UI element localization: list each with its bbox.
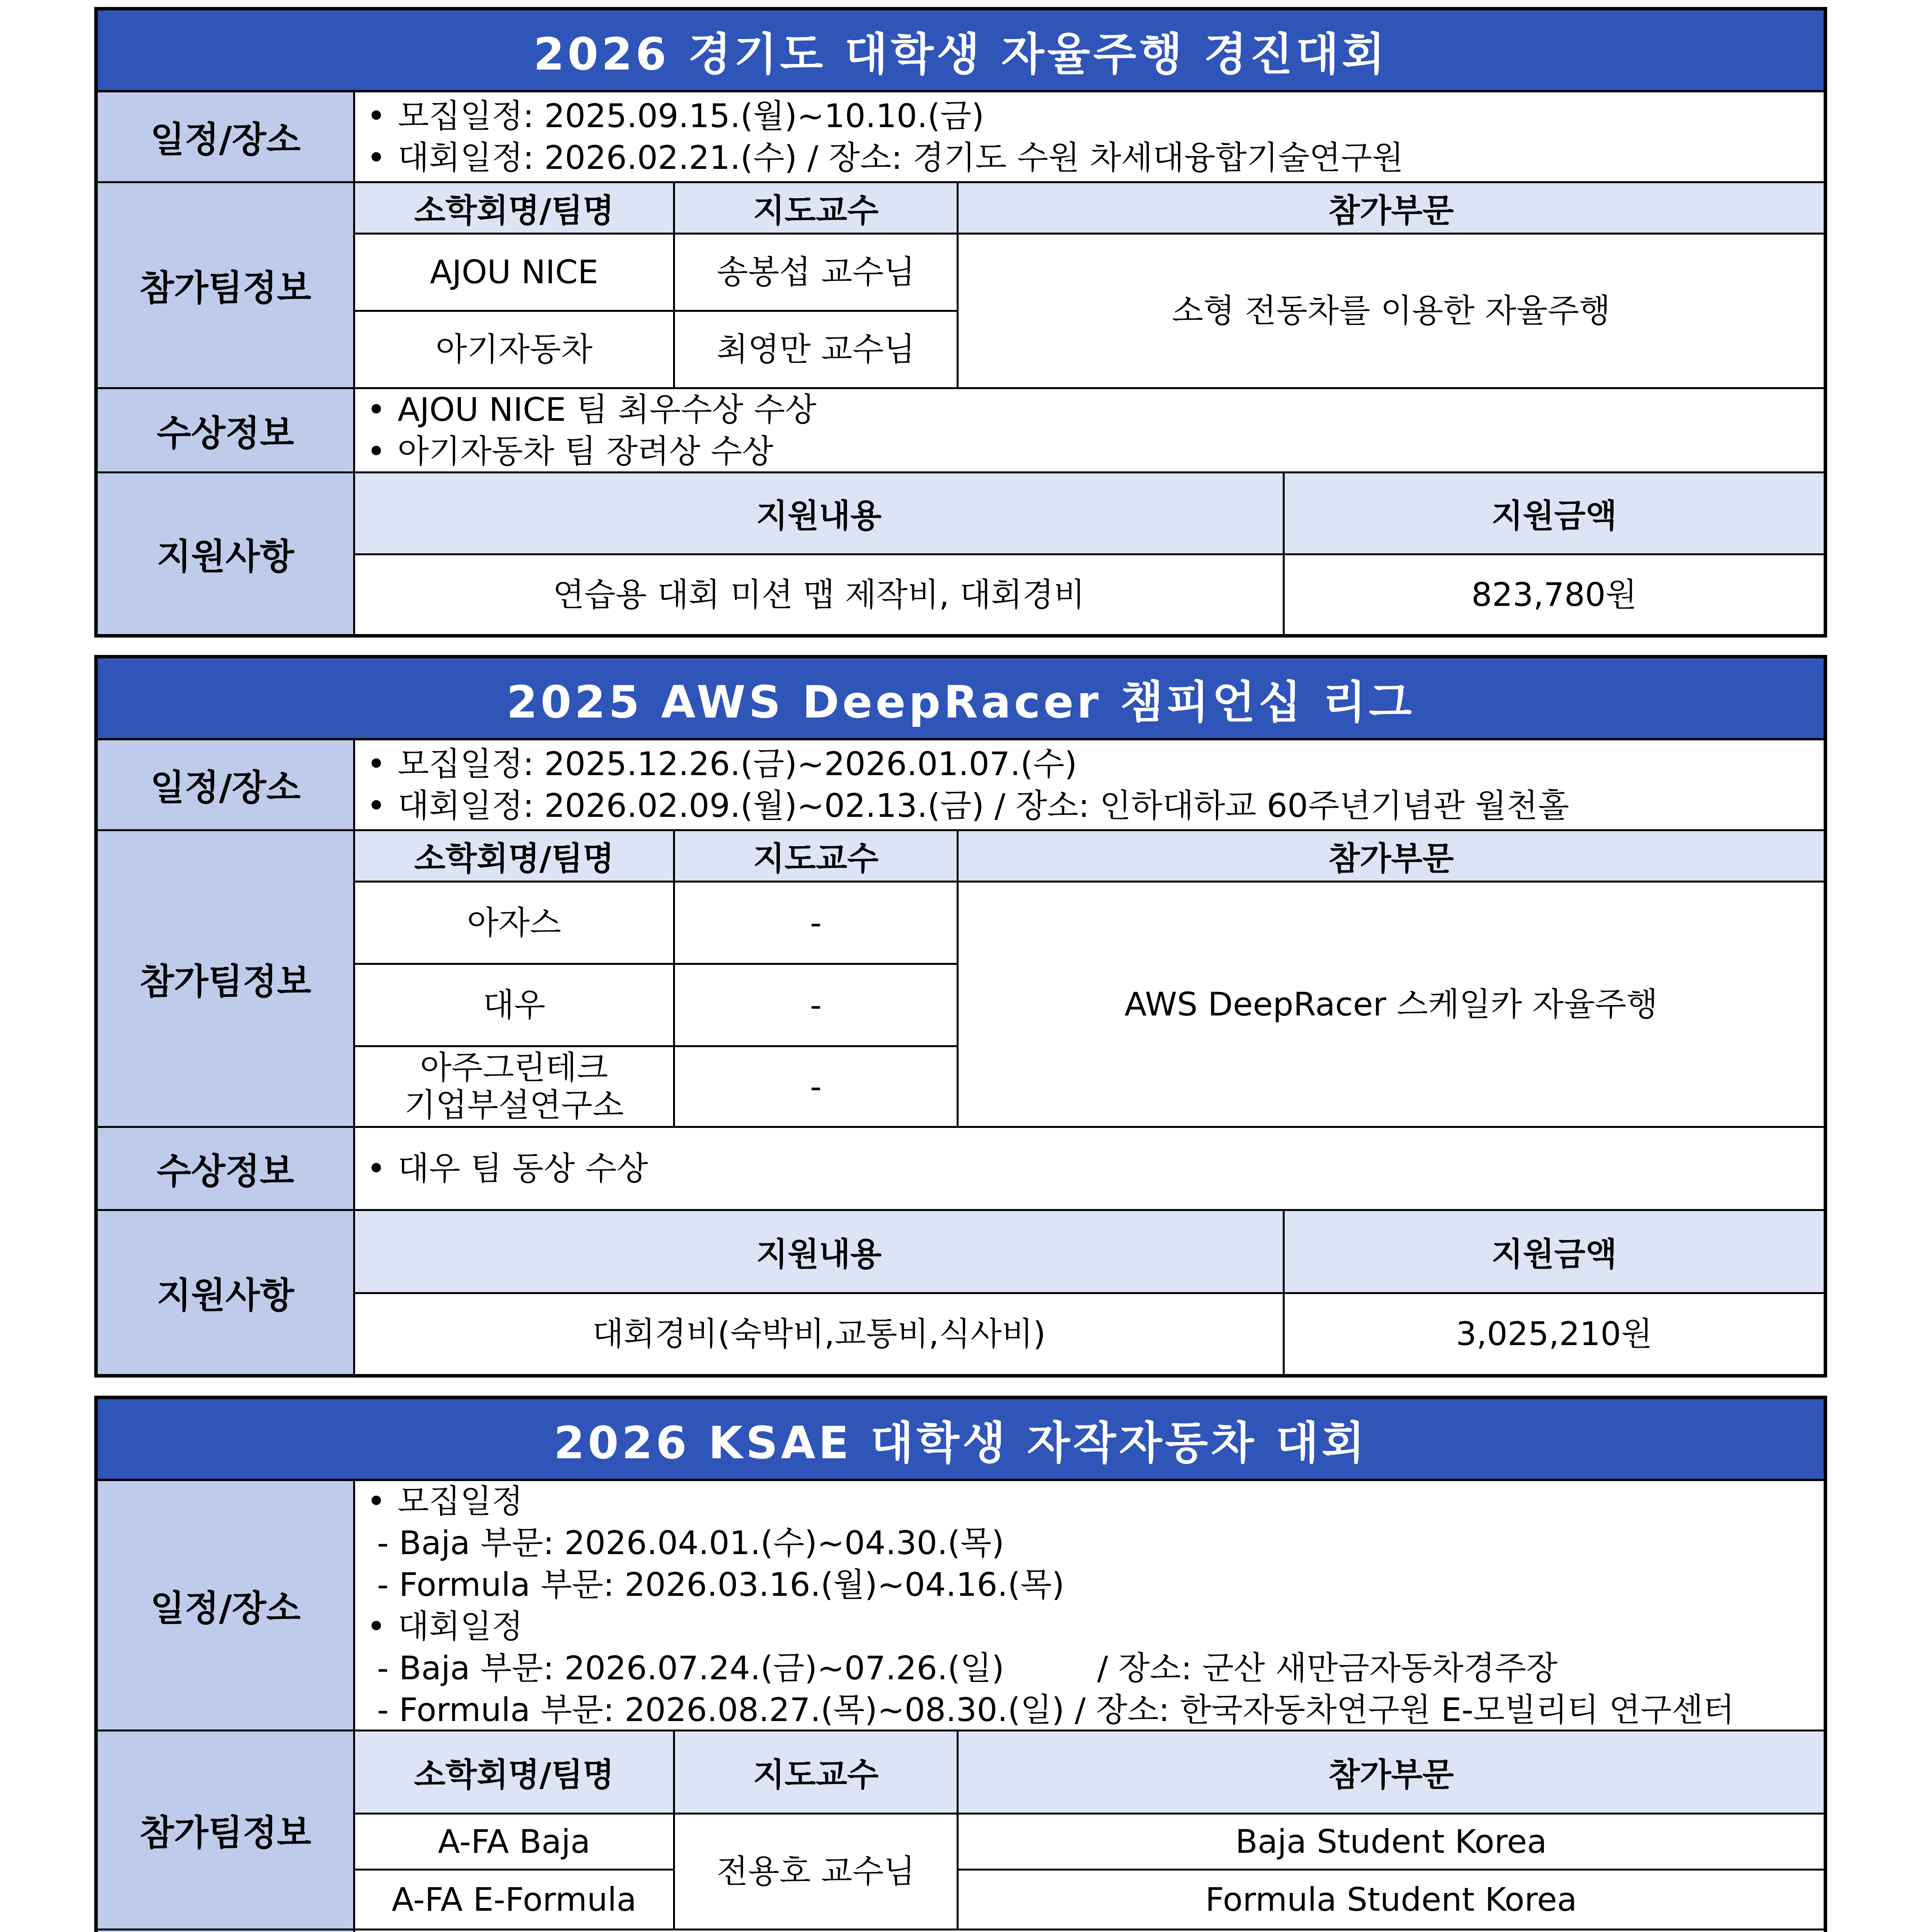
award-line: • 대우 팀 동상 수상 — [367, 1148, 1824, 1189]
team-category: 소형 전동차를 이용한 자율주행 — [959, 235, 1824, 389]
team-category: Baja Student Korea — [959, 1815, 1824, 1871]
schedule-label: 일정/장소 — [98, 740, 355, 831]
awards-label: 수상정보 — [98, 389, 355, 473]
team-info-label: 참가팀정보 — [98, 831, 355, 1128]
team-name: 대우 — [355, 965, 675, 1047]
competition-title: 2025 AWS DeepRacer 챔피언십 리그 — [98, 658, 1824, 740]
support-amount-header: 지원금액 — [1285, 1211, 1824, 1294]
team-name: 아자스 — [355, 883, 675, 965]
award-line: • AJOU NICE 팀 최우수상 수상 — [367, 389, 1824, 430]
schedule-text — [355, 1481, 1824, 1731]
schedule-line: • 대회일정: 2026.02.09.(월)~02.13.(금) / 장소: 인하대하교 60주년기념관 월천홀 — [367, 785, 1824, 827]
schedule-line: • 모집일정 — [367, 1480, 1824, 1522]
team-advisor: 전용호 교수님 — [675, 1815, 959, 1930]
support-label: 지원사항 — [98, 473, 355, 634]
schedule-text — [355, 740, 1824, 831]
team-advisor: 최영만 교수님 — [675, 312, 959, 389]
team-name: AJOU NICE — [355, 235, 675, 312]
team-advisor: 송봉섭 교수님 — [675, 235, 959, 312]
support-content-header: 지원내용 — [355, 1211, 1285, 1294]
team-category: Formula Student Korea — [959, 1871, 1824, 1930]
awards-label: 수상정보 — [98, 1128, 355, 1211]
support-content-header: 지원내용 — [355, 473, 1285, 555]
team-name-line: 기업부설연구소 — [404, 1086, 624, 1124]
schedule-line: • 대회일정: 2026.02.21.(수) / 장소: 경기도 수원 차세대융합기술연구원 — [367, 137, 1824, 179]
awards-text — [355, 389, 1824, 473]
team-name: A-FA E-Formula — [355, 1871, 675, 1930]
schedule-label: 일정/장소 — [98, 1481, 355, 1731]
support-content: 대회경비(숙박비,교통비,식사비) — [355, 1294, 1285, 1374]
category-header: 참가부문 — [959, 183, 1824, 235]
competition-block-2 — [94, 655, 1827, 1378]
advisor-header: 지도교수 — [675, 183, 959, 235]
team-info-label: 참가팀정보 — [98, 1731, 355, 1930]
schedule-line: - Baja 부문: 2026.07.24.(금)~07.26.(일) / 장소: 군산 새만금자동차경주장 — [367, 1649, 1558, 1687]
bullet-icon: • — [367, 745, 386, 783]
schedule-line: - Formula 부문: 2026.08.27.(목)~08.30.(일) / 장소: 한국자동차연구원 E-모빌리티 연구센터 — [367, 1690, 1735, 1729]
schedule-label: 일정/장소 — [98, 92, 355, 183]
team-name — [355, 1047, 675, 1128]
bullet-icon: • — [367, 432, 386, 470]
bullet-icon: • — [367, 1482, 386, 1520]
team-advisor: - — [675, 883, 959, 965]
support-label: 지원사항 — [98, 1211, 355, 1374]
awards-text — [355, 1930, 1824, 1932]
bullet-icon: • — [367, 787, 386, 825]
category-header: 참가부문 — [959, 1731, 1824, 1815]
team-name: 아기자동차 — [355, 312, 675, 389]
schedule-line: • 모집일정: 2025.12.26.(금)~2026.01.07.(수) — [367, 743, 1824, 785]
schedule-line: - Baja 부문: 2026.04.01.(수)~04.30.(목) — [367, 1524, 1005, 1562]
schedule-text — [355, 92, 1824, 183]
awards-label — [98, 1930, 355, 1932]
support-amount: 3,025,210원 — [1456, 1315, 1652, 1353]
team-name-line: 아주그린테크 — [420, 1049, 608, 1087]
bullet-icon: • — [367, 97, 386, 135]
bullet-icon: • — [367, 390, 386, 429]
schedule-line: - Formula 부문: 2026.03.16.(월)~04.16.(목) — [367, 1565, 1064, 1604]
team-category: AWS DeepRacer 스케일카 자율주행 — [959, 883, 1824, 1128]
schedule-line: • 모집일정: 2025.09.15.(월)~10.10.(금) — [367, 95, 1824, 137]
category-header: 참가부문 — [959, 831, 1824, 883]
bullet-icon: • — [367, 139, 386, 177]
team-advisor: - — [675, 1047, 959, 1128]
advisor-header: 지도교수 — [675, 831, 959, 883]
advisor-header: 지도교수 — [675, 1731, 959, 1815]
competition-block-3 — [94, 1396, 1827, 1932]
club-team-header: 소학회명/팀명 — [355, 1731, 675, 1815]
team-info-label: 참가팀정보 — [98, 183, 355, 389]
club-team-header: 소학회명/팀명 — [355, 831, 675, 883]
award-line: • 아기자동차 팀 장려상 수상 — [367, 430, 1824, 472]
awards-text — [355, 1128, 1824, 1211]
competition-title: 2026 KSAE 대학생 자작자동차 대회 — [98, 1399, 1824, 1481]
schedule-line: • 대회일정 — [367, 1605, 1824, 1647]
support-amount-header: 지원금액 — [1285, 473, 1824, 555]
bullet-icon: • — [367, 1607, 386, 1645]
support-amount: 823,780원 — [1471, 575, 1637, 614]
competition-block-1 — [94, 7, 1827, 638]
club-team-header: 소학회명/팀명 — [355, 183, 675, 235]
team-advisor: - — [675, 965, 959, 1047]
team-name: A-FA Baja — [355, 1815, 675, 1871]
support-content: 연습용 대회 미션 맵 제작비, 대회경비 — [355, 555, 1285, 634]
bullet-icon: • — [367, 1150, 386, 1187]
competition-title: 2026 경기도 대학생 자율주행 경진대회 — [98, 10, 1824, 92]
